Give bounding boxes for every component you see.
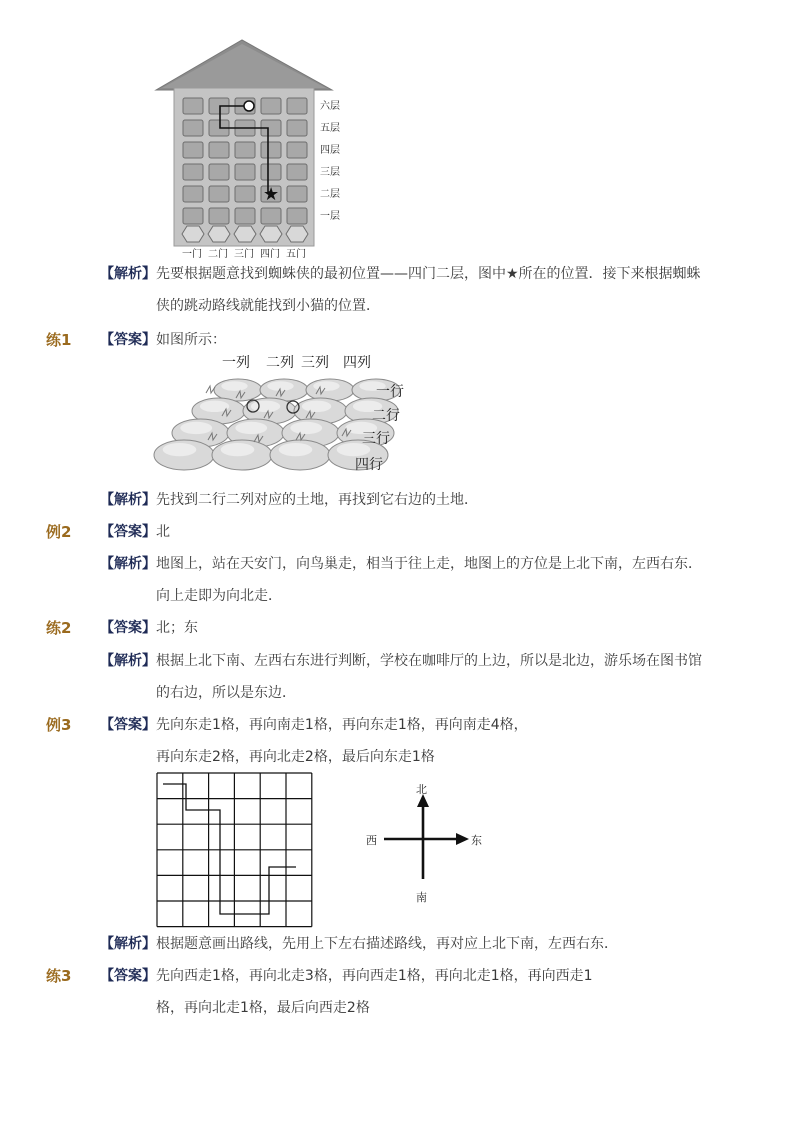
window <box>209 164 229 180</box>
window <box>209 142 229 158</box>
floor-label-2: 二层 <box>320 189 340 200</box>
analysis-text-line2: 侠的跳动路线就能找到小猫的位置． <box>156 298 380 314</box>
analysis-label: 【解析】 <box>100 266 156 282</box>
analysis-label: 【解析】 <box>100 653 156 669</box>
window <box>287 120 307 136</box>
door <box>260 226 282 242</box>
stone-highlight <box>221 443 255 456</box>
window <box>183 208 203 224</box>
window <box>261 164 281 180</box>
window <box>287 164 307 180</box>
window <box>235 186 255 202</box>
row-label-4: 四行 <box>355 457 383 473</box>
door-label-3: 三门 <box>234 249 254 260</box>
east-arrow-icon <box>456 833 469 845</box>
window <box>183 186 203 202</box>
analysis-text-line2: 向上走即为向北走． <box>156 588 282 604</box>
answer-text: 如图所示： <box>156 332 226 348</box>
door-label-5: 五门 <box>286 249 306 260</box>
compass-north: 北 <box>416 783 427 796</box>
spider-star-icon: ★ <box>263 184 280 205</box>
exercise-number: 练3 <box>46 967 72 985</box>
answer-text-line1: 先向西走1格，再向北走3格，再向西走1格，再向北走1格，再向西走1 <box>156 968 593 984</box>
analysis-label: 【解析】 <box>100 936 156 952</box>
column-label-3: 三列 <box>301 355 329 371</box>
door-label-1: 一门 <box>182 249 202 260</box>
stone-highlight <box>235 422 267 434</box>
door <box>234 226 256 242</box>
example-number: 例2 <box>46 523 72 541</box>
floor-label-4: 四层 <box>320 145 340 156</box>
window <box>235 208 255 224</box>
answer-text-line2: 再向东走2格，再向北走2格，最后向东走1格 <box>156 749 435 765</box>
stone-highlight <box>251 401 280 412</box>
answer-label: 【答案】 <box>100 332 156 348</box>
column-label-2: 二列 <box>266 355 294 371</box>
window <box>183 142 203 158</box>
stone-highlight <box>279 443 313 456</box>
answer-text-line2: 格，再向北走1格，最后向西走2格 <box>156 1000 370 1016</box>
analysis-text-line1: 先要根据题意找到蜘蛛侠的最初位置——四门二层，图中★所在的位置．接下来根据蜘蛛 <box>156 266 701 282</box>
example-number: 例3 <box>46 716 72 734</box>
analysis-text-line1: 地图上，站在天安门，向鸟巢走，相当于往上走，地图上的方位是上北下南，左西右东． <box>156 556 702 572</box>
door-label-2: 二门 <box>208 249 228 260</box>
column-label-1: 一列 <box>222 355 250 371</box>
compass-south: 南 <box>416 891 427 904</box>
window <box>183 164 203 180</box>
compass-east: 东 <box>471 834 482 847</box>
compass-figure <box>360 781 490 911</box>
window <box>287 98 307 114</box>
grid-route-figure <box>155 771 315 931</box>
compass-west: 西 <box>366 834 377 847</box>
exercise-number: 练1 <box>46 331 72 349</box>
floor-label-1: 一层 <box>320 211 340 222</box>
window <box>209 208 229 224</box>
answer-label: 【答案】 <box>100 524 156 540</box>
floor-label-5: 五层 <box>320 123 340 134</box>
row-label-2: 二行 <box>372 408 400 424</box>
window <box>235 164 255 180</box>
floor-label-3: 三层 <box>320 167 340 178</box>
analysis-label: 【解析】 <box>100 556 156 572</box>
analysis-text: 根据题意画出路线，先用上下左右描述路线，再对应上北下南，左西右东． <box>156 936 618 952</box>
stone-highlight <box>302 401 331 412</box>
door-labels <box>182 247 306 260</box>
exercise-number: 练2 <box>46 619 72 637</box>
window <box>209 186 229 202</box>
window <box>183 120 203 136</box>
analysis-label: 【解析】 <box>100 492 156 508</box>
window <box>287 186 307 202</box>
door <box>182 226 204 242</box>
window <box>287 142 307 158</box>
analysis-text-line1: 根据上北下南、左西右东进行判断，学校在咖啡厅的上边，所以是北边，游乐场在图书馆 <box>156 653 702 669</box>
row-label-3: 三行 <box>362 431 390 447</box>
answer-text: 北；东 <box>156 620 198 636</box>
answer-label: 【答案】 <box>100 968 156 984</box>
window <box>183 98 203 114</box>
door <box>208 226 230 242</box>
analysis-text-line2: 的右边，所以是东边． <box>156 685 296 701</box>
grass-tuft <box>206 386 215 393</box>
building-doors <box>182 226 308 242</box>
row-label-1: 一行 <box>376 384 404 400</box>
cat-marker-circle <box>244 101 254 111</box>
window <box>235 142 255 158</box>
stone-highlight <box>221 381 247 391</box>
floor-labels <box>320 100 340 222</box>
floor-label-6: 六层 <box>320 101 340 112</box>
answer-label: 【答案】 <box>100 717 156 733</box>
building-figure <box>150 38 360 260</box>
stone-highlight <box>313 381 339 391</box>
door <box>286 226 308 242</box>
window <box>261 208 281 224</box>
column-label-4: 四列 <box>343 355 371 371</box>
stone-highlight <box>163 443 197 456</box>
field-figure <box>150 348 420 480</box>
window <box>287 208 307 224</box>
answer-text: 北 <box>156 524 170 540</box>
stone-highlight <box>290 422 322 434</box>
window <box>261 98 281 114</box>
analysis-text: 先找到二行二列对应的土地，再找到它右边的土地． <box>156 492 478 508</box>
column-labels <box>222 355 371 371</box>
stone-highlight <box>180 422 212 434</box>
window <box>261 142 281 158</box>
door-label-4: 四门 <box>260 249 280 260</box>
answer-text-line1: 先向东走1格，再向南走1格，再向东走1格，再向南走4格， <box>156 717 528 733</box>
grid-lines <box>157 773 312 927</box>
answer-label: 【答案】 <box>100 620 156 636</box>
